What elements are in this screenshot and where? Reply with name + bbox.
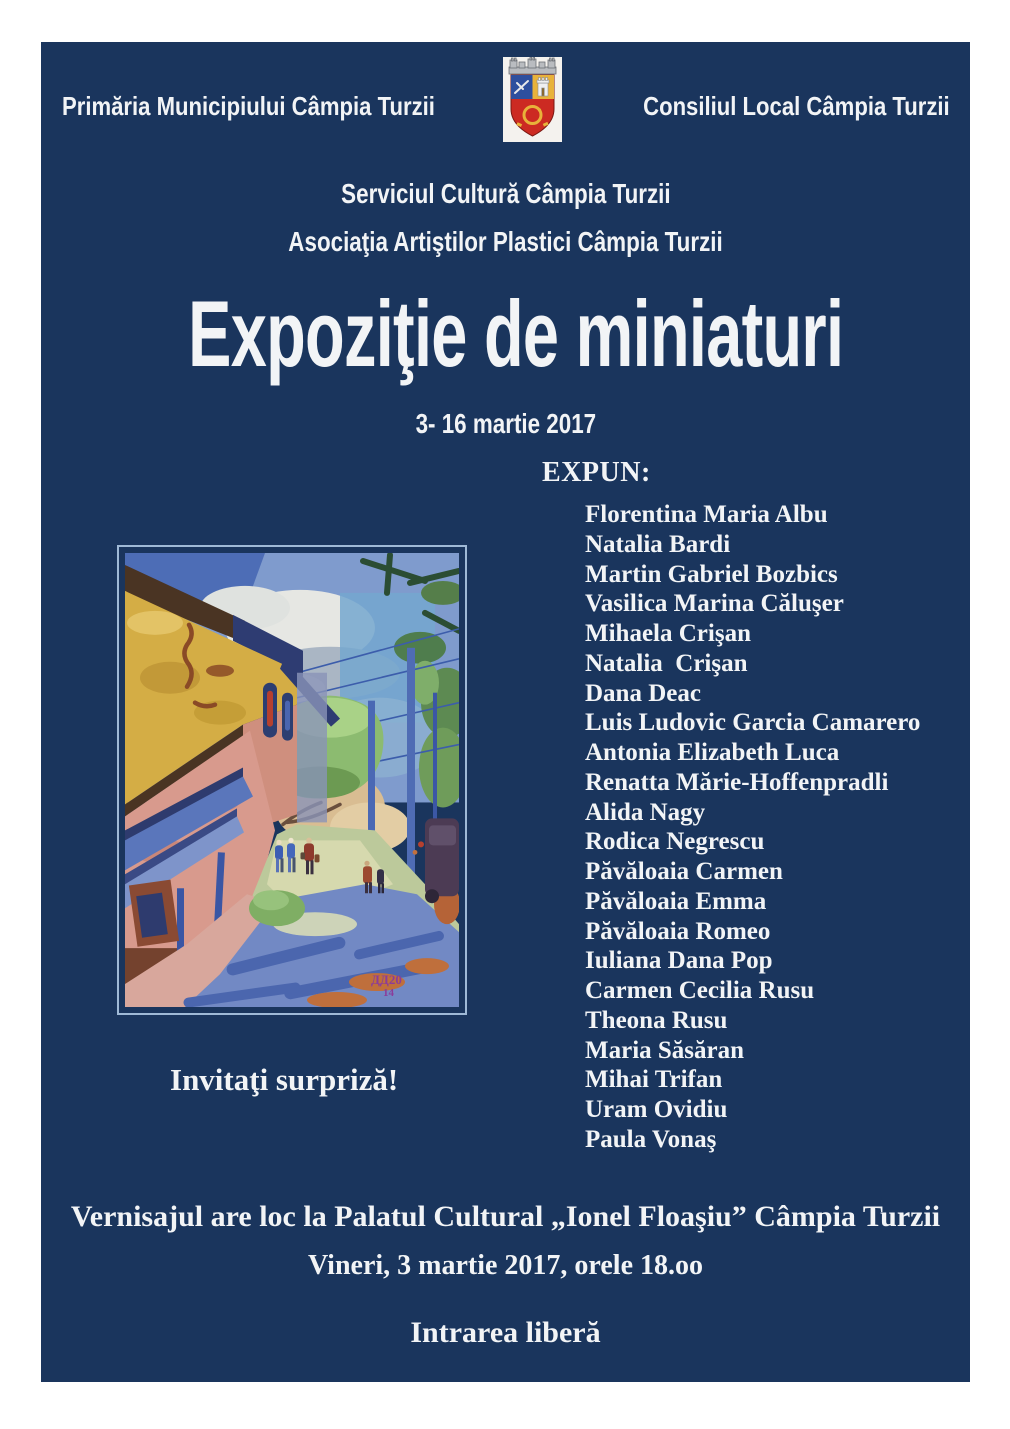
page-title [41,281,970,386]
exhibitor-name: Vasilica Marina Căluşer [585,590,844,618]
header-right-org [589,91,950,122]
exhibitor-name: Maria Săsăran [585,1036,745,1064]
exhibitor-name: Antonia Elizabeth Luca [585,739,840,766]
admission-line: Intrarea liberă [410,1316,601,1349]
organizer-line-2-label: Asociaţia Artiştilor Plastici Câmpia Turzii [288,226,723,257]
header-left-org [62,91,501,122]
exhibition-date-range-label: 3- 16 martie 2017 [415,408,596,439]
exhibitor-name: Dana Deac [585,679,701,707]
exhibition-date-range [41,408,970,440]
surprise-note: Invitaţi surpriză! [170,1062,399,1097]
exhibitor-name: Natalia Crişan [585,649,748,677]
exhibitor-name: Renatta Mărie-Hoffenpradli [585,768,889,796]
exhibitors-heading: EXPUN: [542,457,651,488]
painting-frame [117,545,467,1015]
organizer-line-1 [41,178,970,210]
exhibitor-name: Uram Ovidiu [585,1096,728,1123]
organizer-line-2 [41,226,970,258]
exhibitor-name: Natalia Bardi [585,530,731,558]
header-right-org-label: Consiliul Local Câmpia Turzii [643,91,950,121]
poster-background [41,42,970,1382]
exhibitor-name: Martin Gabriel Bozbics [585,560,838,588]
exhibitor-name: Iuliana Dana Pop [585,947,773,975]
exhibitor-name: Păvăloaia Romeo [585,917,771,945]
exhibitor-name: Luis Ludovic Garcia Camarero [585,709,921,737]
coat-of-arms-icon [503,57,562,142]
exhibitor-name: Theona Rusu [585,1006,728,1034]
exhibitor-list [585,500,920,1155]
painting-signature-line2: 14 [383,987,394,1000]
venue-line: Vernisajul are loc la Palatul Cultural „Ionel Floaşiu” Câmpia Turzii [70,1200,941,1233]
exhibitor-name: Rodica Negrescu [585,828,765,856]
exhibitor-name: Paula Vonaş [585,1125,717,1153]
exhibitor-name: Carmen Cecilia Rusu [585,977,815,1004]
page-title-label: Expoziţie de miniaturi [188,281,844,386]
exhibition-painting [125,553,459,1007]
exhibitor-name: Păvăloaia Emma [585,887,767,915]
exhibitor-name: Florentina Maria Albu [585,501,828,528]
organizer-line-1-label: Serviciul Cultură Câmpia Turzii [340,178,671,209]
exhibitor-name: Mihaela Crişan [585,620,751,647]
header-left-org-label: Primăria Municipiului Câmpia Turzii [62,91,435,121]
exhibitor-name: Păvăloaia Carmen [585,858,783,885]
datetime-line: Vineri, 3 martie 2017, orele 18.oo [307,1250,703,1281]
exhibitor-name: Mihai Trifan [585,1066,723,1094]
painting-signature-line1: ДД20 [371,972,402,988]
exhibitor-name: Alida Nagy [585,798,706,826]
